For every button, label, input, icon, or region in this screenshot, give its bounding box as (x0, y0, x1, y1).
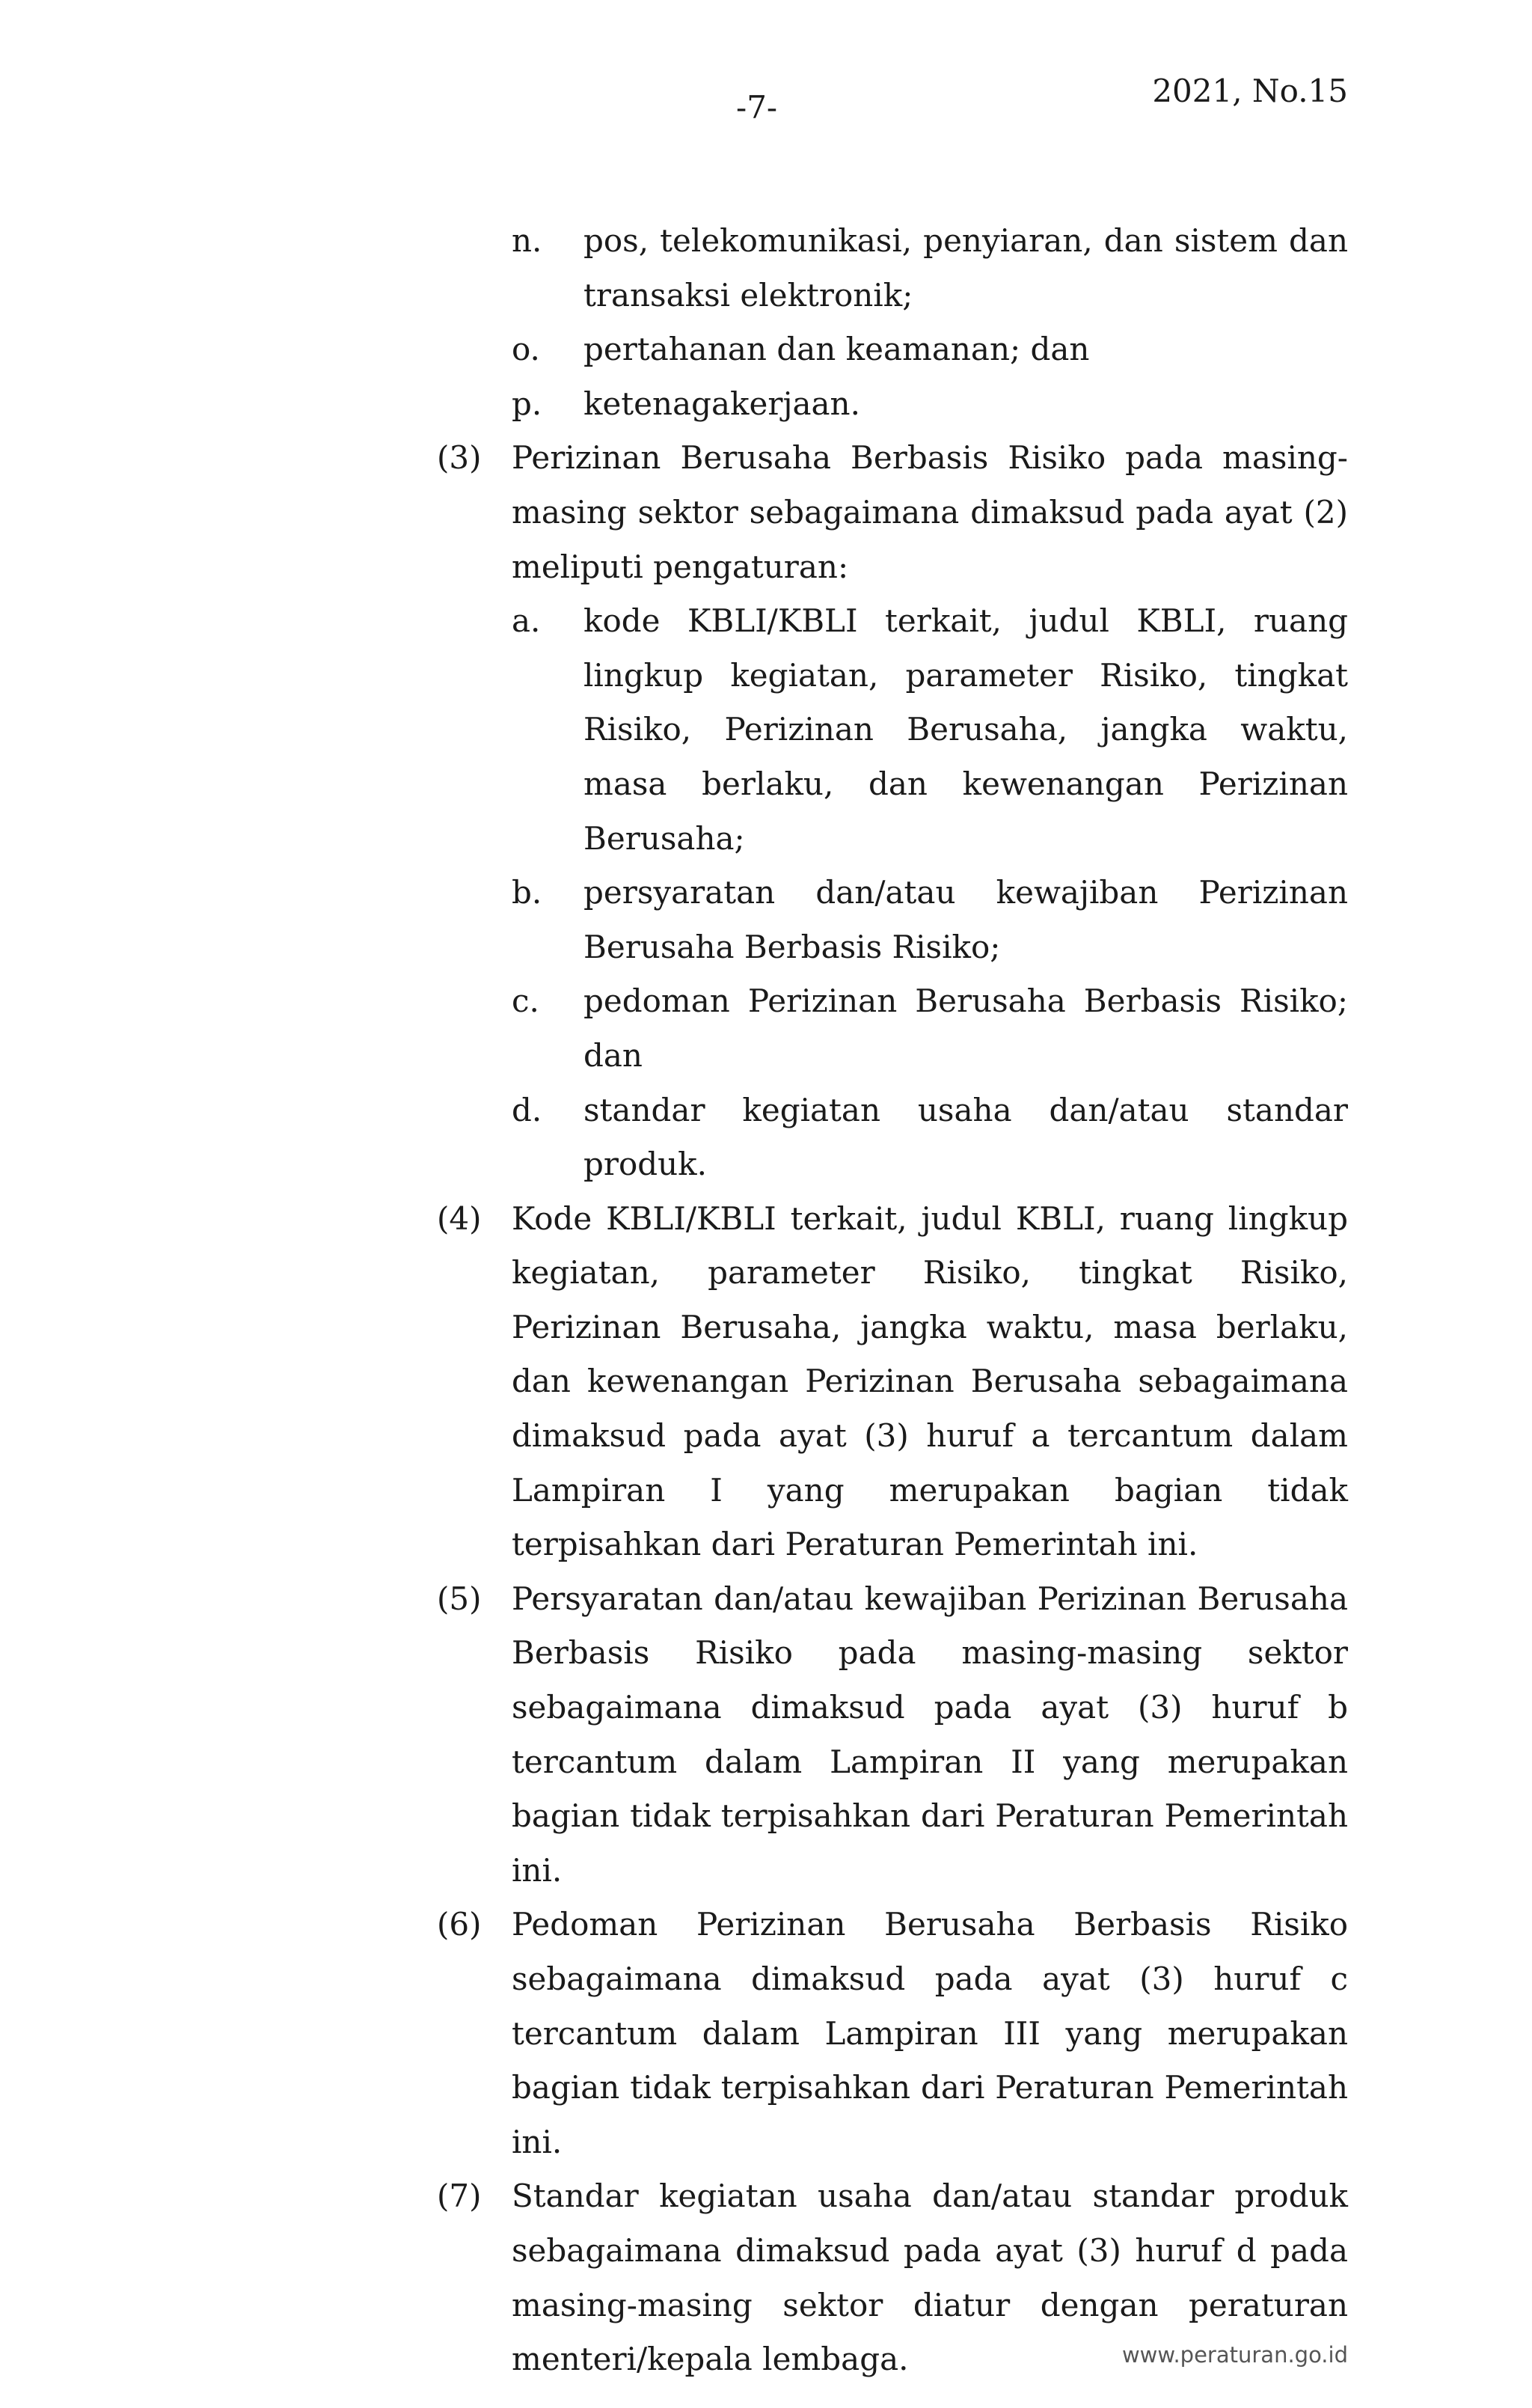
list-item-o (437, 323, 1348, 377)
item-letter: d. (512, 1091, 542, 1128)
document-body (437, 214, 1348, 2387)
list-item-b (437, 866, 1348, 974)
item-text: standar kegiatan usaha dan/atau standar produk. (583, 1091, 1348, 1183)
item-letter: a. (512, 602, 541, 640)
paragraph-5 (437, 1572, 1348, 1898)
paragraph-number: (3) (437, 439, 482, 477)
document-reference: 2021, No.15 (1152, 73, 1348, 109)
page-number: -7- (736, 89, 778, 126)
paragraph-3 (437, 431, 1348, 594)
item-text: ketenagakerjaan. (583, 385, 860, 422)
item-text: pertahanan dan keamanan; dan (583, 331, 1090, 368)
paragraph-4 (437, 1192, 1348, 1572)
paragraph-text: Kode KBLI/KBLI terkait, judul KBLI, ruang lingkup kegiatan, parameter Risiko, tingkat Risiko, Perizinan Berusaha, jangka waktu, masa berlaku, dan kewenangan Perizinan Berusaha sebagaimana dimaksud pada ayat (3) huruf a tercantum dalam Lampiran I yang merupakan bagian tidak terpisahkan dari Peraturan Pemerintah ini. (512, 1200, 1348, 1563)
item-text: kode KBLI/KBLI terkait, judul KBLI, ruang lingkup kegiatan, parameter Risiko, tingkat Risiko, Perizinan Berusaha, jangka waktu, masa berlaku, dan kewenangan Perizinan Berusaha; (583, 602, 1348, 857)
item-letter: o. (512, 331, 540, 368)
paragraph-number: (4) (437, 1200, 482, 1237)
footer-url: www.peraturan.go.id (1121, 2342, 1348, 2368)
item-letter: p. (512, 385, 542, 422)
list-item-c (437, 974, 1348, 1083)
list-item-d (437, 1084, 1348, 1192)
paragraph-text: Pedoman Perizinan Berusaha Berbasis Risiko sebagaimana dimaksud pada ayat (3) huruf c tercantum dalam Lampiran III yang merupakan bagian tidak terpisahkan dari Peraturan Pemerintah ini. (512, 1906, 1348, 2160)
paragraph-number: (7) (437, 2178, 482, 2215)
list-item-a (437, 594, 1348, 866)
list-item-p (437, 377, 1348, 432)
item-letter: c. (512, 983, 539, 1020)
list-item-n (437, 214, 1348, 323)
paragraph-text: Standar kegiatan usaha dan/atau standar produk sebagaimana dimaksud pada ayat (3) huruf d pada masing-masing sektor diatur dengan peraturan menteri/kepala lembaga. (512, 2178, 1348, 2378)
paragraph-6 (437, 1898, 1348, 2169)
paragraph-text: Persyaratan dan/atau kewajiban Perizinan Berusaha Berbasis Risiko pada masing-masing sektor sebagaimana dimaksud pada ayat (3) huruf b tercantum dalam Lampiran II yang merupakan bagian tidak terpisahkan dari Peraturan Pemerintah ini. (512, 1580, 1348, 1889)
paragraph-text: Perizinan Berusaha Berbasis Risiko pada masing-masing sektor sebagaimana dimaksud pada ayat (2) meliputi pengaturan: (512, 439, 1348, 585)
item-letter: n. (512, 222, 542, 259)
item-text: pos, telekomunikasi, penyiaran, dan sistem dan transaksi elektronik; (583, 222, 1348, 314)
item-letter: b. (512, 874, 542, 911)
item-text: persyaratan dan/atau kewajiban Perizinan Berusaha Berbasis Risiko; (583, 874, 1348, 965)
paragraph-number: (5) (437, 1580, 482, 1617)
paragraph-number: (6) (437, 1906, 482, 1943)
item-text: pedoman Perizinan Berusaha Berbasis Risiko; dan (583, 983, 1348, 1074)
